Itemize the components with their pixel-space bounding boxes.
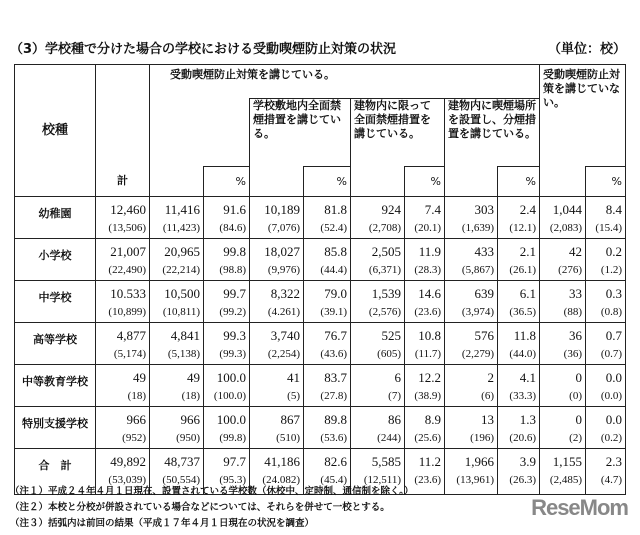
previous-value: (52.4)	[320, 222, 347, 234]
table-cell	[96, 239, 150, 281]
table-cell	[204, 239, 250, 281]
previous-value: (5)	[287, 390, 300, 402]
header-school-type: 校種	[15, 65, 96, 197]
previous-value: (26.1)	[509, 264, 536, 276]
previous-value: (5,867)	[461, 264, 494, 276]
previous-value: (33.3)	[509, 390, 536, 402]
previous-value: (10,899)	[108, 306, 146, 318]
table-cell	[405, 197, 445, 239]
previous-value: (36.5)	[509, 306, 536, 318]
table-cell	[204, 407, 250, 449]
table-cell	[445, 281, 498, 323]
note-1: （注１）平成２４年４月１日現在、設置されている学校数（休校中、定時制、通信制を除く。）	[10, 486, 414, 497]
table-cell	[586, 365, 626, 407]
table-cell	[540, 197, 586, 239]
current-value: 8,322	[270, 286, 300, 301]
table-cell	[250, 281, 304, 323]
table-cell	[96, 365, 150, 407]
table-cell	[586, 281, 626, 323]
previous-value: (43.6)	[320, 348, 347, 360]
previous-value: (196)	[470, 432, 494, 444]
current-value: 639	[474, 286, 494, 301]
current-value: 6	[394, 370, 401, 385]
previous-value: (53,039)	[108, 474, 146, 486]
table-cell	[351, 407, 405, 449]
current-value: 49	[133, 370, 146, 385]
current-value: 11.9	[418, 244, 441, 259]
current-value: 3,740	[270, 328, 300, 343]
current-value: 81.8	[324, 202, 347, 217]
table-row	[15, 281, 626, 323]
table-cell	[586, 449, 626, 495]
table-cell	[304, 407, 351, 449]
table-cell	[351, 323, 405, 365]
row-label: 中学校	[15, 281, 96, 323]
smoking-measures-table	[14, 64, 626, 495]
previous-value: (100.0)	[213, 390, 246, 402]
table-cell	[498, 281, 540, 323]
table-cell	[250, 239, 304, 281]
previous-value: (13,961)	[456, 474, 494, 486]
table-cell	[586, 407, 626, 449]
header-full-ban-campus: 学校敷地内全面禁煙措置を講じている。	[250, 99, 351, 167]
table-cell	[498, 365, 540, 407]
current-value: 48,737	[164, 454, 200, 469]
table-cell	[96, 407, 150, 449]
current-value: 1,966	[464, 454, 494, 469]
previous-value: (2)	[569, 432, 582, 444]
previous-value: (276)	[558, 264, 582, 276]
current-value: 100.0	[216, 412, 246, 427]
current-value: 525	[381, 328, 401, 343]
current-value: 97.7	[223, 454, 246, 469]
current-value: 14.6	[418, 286, 441, 301]
table-row	[15, 323, 626, 365]
table-row	[15, 197, 626, 239]
current-value: 8.9	[424, 412, 441, 427]
table-cell	[250, 323, 304, 365]
current-value: 2,505	[371, 244, 401, 259]
current-value: 99.3	[223, 328, 246, 343]
current-value: 0	[575, 412, 582, 427]
table-cell	[304, 281, 351, 323]
previous-value: (44.4)	[320, 264, 347, 276]
table-cell	[540, 281, 586, 323]
header-measures: 受動喫煙防止対策を講じている。	[150, 65, 540, 99]
previous-value: (20.6)	[509, 432, 536, 444]
current-value: 8.4	[605, 202, 622, 217]
table-cell	[351, 281, 405, 323]
table-cell	[96, 323, 150, 365]
previous-value: (26.3)	[509, 474, 536, 486]
pct-header: %	[498, 167, 540, 197]
current-value: 10.533	[110, 286, 146, 301]
table-cell	[150, 323, 204, 365]
previous-value: (27.8)	[320, 390, 347, 402]
previous-value: (13,506)	[108, 222, 146, 234]
table-cell	[204, 197, 250, 239]
table-cell	[250, 365, 304, 407]
previous-value: (53.6)	[320, 432, 347, 444]
previous-value: (18)	[127, 390, 146, 402]
current-value: 6.1	[519, 286, 536, 301]
current-value: 10,500	[164, 286, 200, 301]
current-value: 11.8	[513, 328, 536, 343]
table-title: （3）学校種で分けた場合の学校における受動喫煙防止対策の状況	[10, 42, 397, 57]
table-cell	[586, 197, 626, 239]
current-value: 76.7	[324, 328, 347, 343]
resemom-logo: ReseMom	[531, 495, 628, 520]
note-2: （注２）本校と分校が併設されている場合などについては、それらを併せて一校とする。	[10, 502, 390, 513]
table-row	[15, 239, 626, 281]
previous-value: (950)	[176, 432, 200, 444]
current-value: 433	[474, 244, 494, 259]
table-cell	[405, 407, 445, 449]
previous-value: (23.6)	[414, 306, 441, 318]
current-value: 2.1	[519, 244, 536, 259]
current-value: 3.9	[519, 454, 536, 469]
previous-value: (12,511)	[363, 474, 401, 486]
pct-header: %	[204, 167, 250, 197]
current-value: 79.0	[324, 286, 347, 301]
previous-value: (2,708)	[368, 222, 401, 234]
previous-value: (15.4)	[595, 222, 622, 234]
current-value: 966	[126, 412, 146, 427]
previous-value: (5,174)	[113, 348, 146, 360]
current-value: 2.4	[519, 202, 536, 217]
previous-value: (23.6)	[414, 474, 441, 486]
current-value: 4,877	[116, 328, 146, 343]
previous-value: (9,976)	[267, 264, 300, 276]
previous-value: (11,423)	[162, 222, 200, 234]
table-cell	[498, 407, 540, 449]
table-cell	[150, 365, 204, 407]
table-cell	[540, 365, 586, 407]
table-cell	[445, 239, 498, 281]
previous-value: (24.082)	[262, 474, 300, 486]
previous-value: (25.6)	[414, 432, 441, 444]
current-value: 82.6	[324, 454, 347, 469]
header-full-ban-building: 建物内に限って全面禁煙措置を講じている。	[351, 99, 445, 167]
previous-value: (1,639)	[461, 222, 494, 234]
current-value: 1,539	[371, 286, 401, 301]
previous-value: (95.3)	[219, 474, 246, 486]
previous-value: (6)	[481, 390, 494, 402]
table-cell	[150, 197, 204, 239]
table-cell	[304, 365, 351, 407]
previous-value: (22,490)	[108, 264, 146, 276]
current-value: 21,007	[110, 244, 146, 259]
previous-value: (2,254)	[267, 348, 300, 360]
previous-value: (39.1)	[320, 306, 347, 318]
current-value: 1,155	[552, 454, 582, 469]
current-value: 86	[388, 412, 401, 427]
previous-value: (4.7)	[600, 474, 622, 486]
current-value: 0.0	[605, 412, 622, 427]
previous-value: (2,279)	[461, 348, 494, 360]
current-value: 0.0	[605, 370, 622, 385]
previous-value: (0.7)	[600, 348, 622, 360]
current-value: 2.3	[605, 454, 622, 469]
current-value: 867	[280, 412, 300, 427]
table-cell	[540, 323, 586, 365]
table-cell	[204, 281, 250, 323]
table-cell	[150, 281, 204, 323]
header-total: 計	[96, 65, 150, 197]
pct-header: %	[586, 167, 626, 197]
current-value: 303	[474, 202, 494, 217]
previous-value: (99.3)	[219, 348, 246, 360]
row-label: 中等教育学校	[15, 365, 96, 407]
table-cell	[304, 197, 351, 239]
current-value: 41,186	[264, 454, 300, 469]
current-value: 0.7	[605, 328, 622, 343]
pct-header: %	[405, 167, 445, 197]
previous-value: (20.1)	[414, 222, 441, 234]
current-value: 0.3	[605, 286, 622, 301]
current-value: 13	[481, 412, 494, 427]
current-value: 41	[287, 370, 300, 385]
row-label: 特別支援学校	[15, 407, 96, 449]
table-row	[15, 365, 626, 407]
table-cell	[150, 239, 204, 281]
table-cell	[586, 323, 626, 365]
table-cell	[351, 365, 405, 407]
table-cell	[304, 323, 351, 365]
previous-value: (28.3)	[414, 264, 441, 276]
table-cell	[150, 407, 204, 449]
previous-value: (98.8)	[219, 264, 246, 276]
table-cell	[405, 323, 445, 365]
previous-value: (7,076)	[267, 222, 300, 234]
previous-value: (2,083)	[549, 222, 582, 234]
table-cell	[445, 407, 498, 449]
previous-value: (0.0)	[600, 390, 622, 402]
table-cell	[405, 281, 445, 323]
current-value: 0	[575, 370, 582, 385]
previous-value: (3,974)	[461, 306, 494, 318]
table-cell	[304, 239, 351, 281]
row-label: 幼稚園	[15, 197, 96, 239]
previous-value: (88)	[563, 306, 582, 318]
table-cell	[96, 197, 150, 239]
current-value: 10,189	[264, 202, 300, 217]
table-cell	[445, 449, 498, 495]
previous-value: (952)	[122, 432, 146, 444]
table-cell	[540, 449, 586, 495]
table-cell	[351, 197, 405, 239]
current-value: 18,027	[264, 244, 300, 259]
previous-value: (2,576)	[368, 306, 401, 318]
current-value: 49	[187, 370, 200, 385]
previous-value: (84.6)	[219, 222, 246, 234]
current-value: 1.3	[519, 412, 536, 427]
pct-header: %	[304, 167, 351, 197]
current-value: 100.0	[216, 370, 246, 385]
previous-value: (605)	[377, 348, 401, 360]
previous-value: (7)	[388, 390, 401, 402]
current-value: 99.7	[223, 286, 246, 301]
previous-value: (36)	[563, 348, 582, 360]
current-value: 49,892	[110, 454, 146, 469]
table-cell	[498, 239, 540, 281]
previous-value: (6,371)	[368, 264, 401, 276]
previous-value: (2,485)	[549, 474, 582, 486]
current-value: 12.2	[418, 370, 441, 385]
row-label: 高等学校	[15, 323, 96, 365]
current-value: 2	[487, 370, 494, 385]
previous-value: (99.8)	[219, 432, 246, 444]
table-cell	[405, 365, 445, 407]
current-value: 4,841	[170, 328, 200, 343]
current-value: 12,460	[110, 202, 146, 217]
current-value: 42	[569, 244, 582, 259]
row-label: 合 計	[15, 449, 96, 495]
current-value: 33	[569, 286, 582, 301]
previous-value: (44.0)	[509, 348, 536, 360]
unit-label: （単位：校）	[547, 42, 626, 57]
table-cell	[540, 407, 586, 449]
table-cell	[96, 281, 150, 323]
table-cell	[351, 239, 405, 281]
table-cell	[498, 197, 540, 239]
current-value: 99.8	[223, 244, 246, 259]
previous-value: (38.9)	[414, 390, 441, 402]
table-cell	[250, 407, 304, 449]
note-3: （注３）括弧内は前回の結果（平成１７年４月１日現在の状況を調査）	[10, 518, 315, 529]
table-cell	[498, 323, 540, 365]
previous-value: (11.7)	[414, 348, 441, 360]
previous-value: (10,811)	[162, 306, 200, 318]
table-cell	[586, 239, 626, 281]
current-value: 1,044	[552, 202, 582, 217]
header-separated: 建物内に喫煙場所を設置し、分煙措置を講じている。	[445, 99, 540, 167]
previous-value: (510)	[276, 432, 300, 444]
previous-value: (244)	[377, 432, 401, 444]
current-value: 36	[569, 328, 582, 343]
table-cell	[498, 449, 540, 495]
current-value: 20,965	[164, 244, 200, 259]
current-value: 91.6	[223, 202, 246, 217]
table-cell	[445, 197, 498, 239]
current-value: 576	[474, 328, 494, 343]
current-value: 11,416	[164, 202, 200, 217]
current-value: 966	[180, 412, 200, 427]
table-cell	[204, 323, 250, 365]
row-label: 小学校	[15, 239, 96, 281]
previous-value: (18)	[181, 390, 200, 402]
current-value: 11.2	[418, 454, 441, 469]
current-value: 5,585	[371, 454, 401, 469]
table-row	[15, 407, 626, 449]
previous-value: (5,138)	[167, 348, 200, 360]
previous-value: (1.2)	[600, 264, 622, 276]
previous-value: (0.8)	[600, 306, 622, 318]
table-cell	[204, 365, 250, 407]
current-value: 4.1	[519, 370, 536, 385]
previous-value: (0.2)	[600, 432, 622, 444]
current-value: 83.7	[324, 370, 347, 385]
table-cell	[445, 365, 498, 407]
notes	[10, 484, 414, 532]
table-cell	[540, 239, 586, 281]
previous-value: (22,214)	[162, 264, 200, 276]
previous-value: (12.1)	[509, 222, 536, 234]
table-cell	[445, 323, 498, 365]
current-value: 7.4	[424, 202, 441, 217]
current-value: 0.2	[605, 244, 622, 259]
previous-value: (0)	[569, 390, 582, 402]
current-value: 10.8	[418, 328, 441, 343]
previous-value: (99.2)	[219, 306, 246, 318]
previous-value: (4.261)	[267, 306, 300, 318]
current-value: 924	[381, 202, 401, 217]
previous-value: (45.4)	[320, 474, 347, 486]
previous-value: (50,554)	[162, 474, 200, 486]
header-no-measures: 受動喫煙防止対策を講じていない。	[540, 65, 626, 167]
current-value: 85.8	[324, 244, 347, 259]
current-value: 89.8	[324, 412, 347, 427]
table-cell	[250, 197, 304, 239]
table-cell	[405, 239, 445, 281]
